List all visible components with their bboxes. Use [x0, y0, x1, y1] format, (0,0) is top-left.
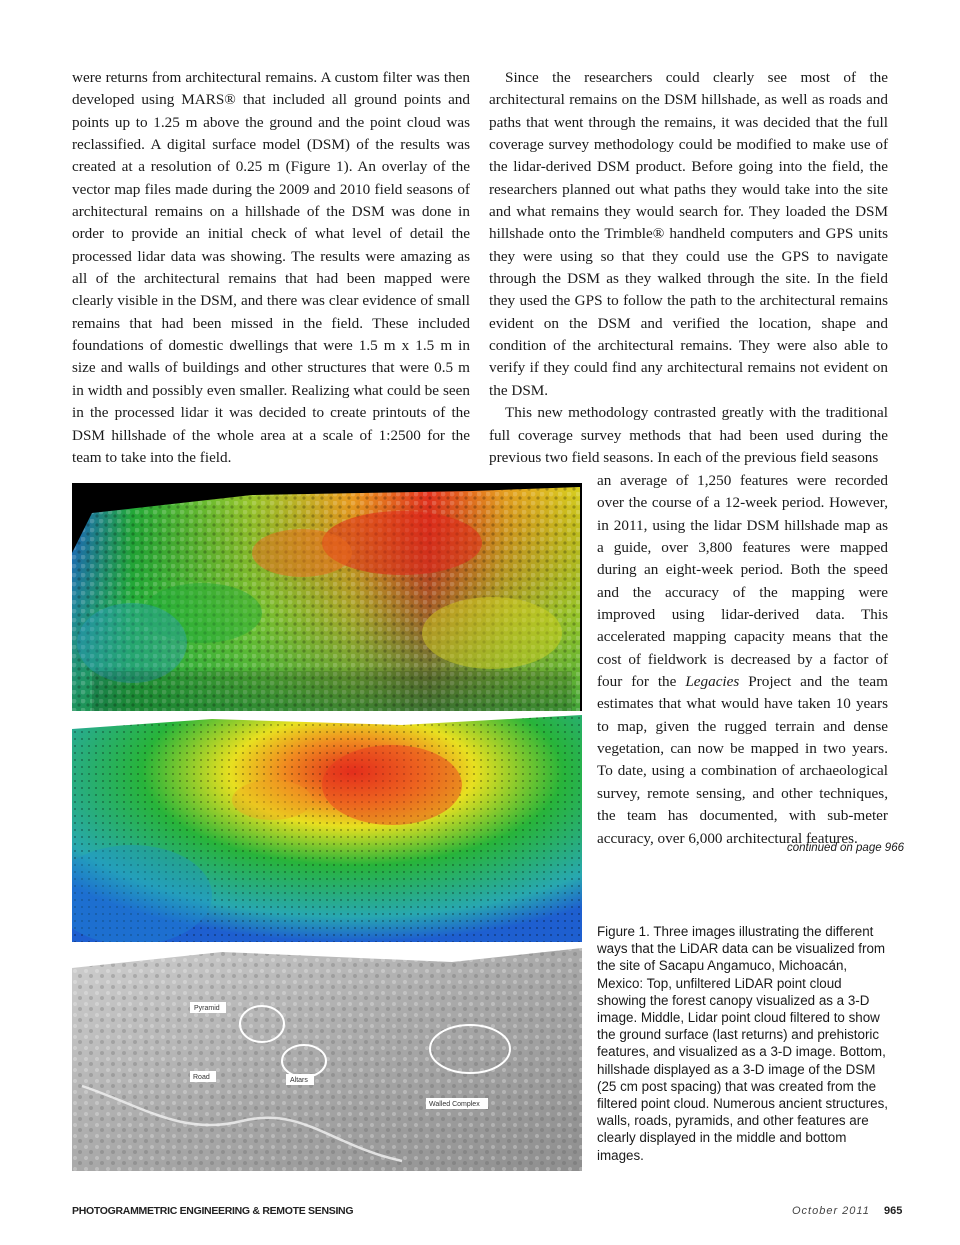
right-paragraph-1: Since the researchers could clearly see most of the architectural remains on the DSM hillshade, as well as roads and paths that went through the remains, it was decided that the full coverage survey methodology could be modified to make use of the lidar-derived DSM product. Before going into the field, the researchers planned out what paths they would take into the site and what remains they would search for. They loaded the DSM hillshade onto the Trimble® handheld computers and GPS units they were using so that they could use the GPS to navigate through the DSM as they walked through the site. In the field they used the GPS to follow the path to the architectural remains evident on the DSM and verified the location, shape and condition of the architectural remains. They were also able to verify if they could find any architectural remains not evident on the DSM. — [489, 69, 888, 399]
right-column-narrow — [597, 470, 888, 850]
right-paragraph-2-continued — [597, 470, 888, 850]
footer-journal-title: PHOTOGRAMMETRIC ENGINEERING & REMOTE SENSING — [72, 1205, 354, 1217]
walled-complex-label: Walled Complex — [429, 1101, 480, 1108]
ground-surface-visualization — [72, 715, 582, 942]
paragraph-2-text-before: an average of 1,250 features were recorded over the course of a 12-week period. However, in 2011, using the lidar DSM hillshade map as a guide, over 3,800 features were mapped during an eight-week period. Both the speed and the accuracy of the mapping were improved using lidar-derived data. This accelerated mapping capacity means that the cost of fieldwork is decreased by a factor of four for the — [597, 472, 888, 691]
figure-bottom-hillshade-image — [72, 946, 582, 1171]
figure-middle-ground-image — [72, 715, 582, 942]
right-paragraph-2-start: This new methodology contrasted greatly with the traditional full coverage survey methods that had been used during the previous two field seasons. In each of the previous field seasons — [489, 404, 888, 466]
left-column — [72, 67, 470, 469]
continued-note: continued on page 966 — [786, 842, 904, 854]
right-column-top — [489, 67, 888, 469]
paragraph-2-text-after: Project and the team estimates that what would have taken 10 years to map, given the rugged terrain and dense vegetation, can now be mapped in two years. To date, using a combination of archaeological survey, remote sensing, and other techniques, the team has documented, with sub-meter accuracy, over 6,000 architectural features. — [597, 673, 888, 847]
project-name-italic: Legacies — [685, 673, 740, 691]
road-label: Road — [193, 1074, 210, 1081]
footer-date: October 2011 — [792, 1205, 870, 1217]
footer-page-number: 965 — [884, 1205, 903, 1217]
figure-top-canopy-image — [72, 483, 582, 711]
altars-label: Altars — [290, 1077, 308, 1084]
hillshade-visualization — [72, 946, 582, 1171]
left-paragraph: were returns from architectural remains. A custom filter was then developed using MARS® that included all ground points and points up to 1.25 m above the ground and the point cloud was reclassified. A digital surface model (DSM) of the results was created at a resolution of 0.25 m (Figure 1). An overlay of the vector map files made during the 2009 and 2010 field seasons of architectural remains on a hillshade of the DSM was done in order to provide an initial check of what level of detail the processed lidar data was showing. The results were amazing as all of the architectural remains that had been mapped were clearly visible in the DSM, and there was clear evidence of small remains that had been missed in the field. These included foundations of domestic dwellings that were 1.5 m x 1.5 m in size and walls of buildings and other structures that were 0.5 m in width and possibly even smaller. Realizing what could be seen in the processed lidar it was decided to create printouts of the DSM hillshade of the whole area at a scale of 1:2500 for the team to take into the field. — [72, 69, 470, 466]
figure-caption: Figure 1. Three images illustrating the different ways that the LiDAR data can be visualized from the site of Sacapu Angamuco, Michoacán, Mexico: Top, unfiltered LiDAR point cloud showing the forest canopy visualized as a 3-D image. Middle, Lidar point cloud filtered to show the ground surface (last returns) and prehistoric features, and visualized as a 3-D image. Bottom, hillshade displayed as a 3-D image of the DSM (25 cm post spacing) that was created from the filtered point cloud. Numerous ancient structures, walls, roads, pyramids, and other features are clearly displayed in the middle and bottom images. — [597, 924, 889, 1163]
canopy-visualization — [72, 483, 582, 711]
pyramid-label: Pyramid — [194, 1005, 220, 1012]
